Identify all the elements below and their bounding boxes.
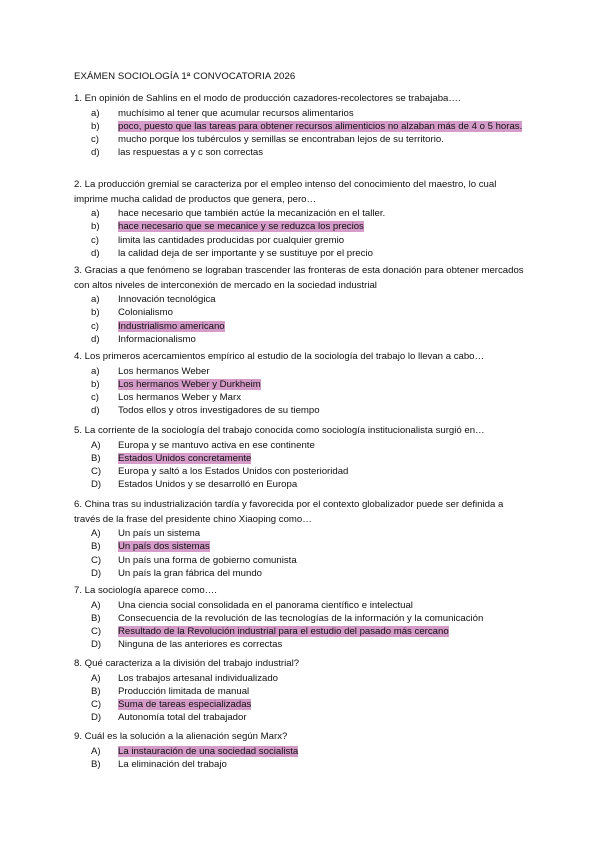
option-c-highlighted: c) Industrialismo americano bbox=[91, 320, 225, 332]
option-c-highlighted: C) Resultado de la Revolución industrial para el estudio del pasado más cercano bbox=[91, 626, 449, 638]
question-6 bbox=[74, 498, 530, 580]
question-text: 8. Qué caracteriza a la división del trabajo industrial? bbox=[74, 658, 300, 669]
question-text: 6. China tras su industrialización tardía y favorecida por el contexto globalizador puede ser definida a través de la frase del presidente chino Xiaoping como… bbox=[74, 499, 504, 525]
option-b-highlighted: b) poco, puesto que las tareas para obtener recursos alimenticios no alzaban más de 4 o 5 horas. bbox=[91, 120, 523, 132]
option-b: B) La eliminación del trabajo bbox=[91, 758, 227, 770]
option-a: a) Innovación tecnológica bbox=[91, 294, 216, 305]
option-d: d) la calidad deja de ser importante y se sustituye por el precio bbox=[91, 247, 373, 259]
option-c: c) mucho porque los tubérculos y semillas se encontraban lejos de su territorio. bbox=[91, 134, 444, 146]
question-text: 9. Cuál es la solución a la alienación según Marx? bbox=[74, 731, 288, 742]
option-d: D) Autonomía total del trabajador bbox=[91, 712, 247, 724]
option-d: D) Ninguna de las anteriores es correctas bbox=[91, 639, 283, 651]
option-b: b) Colonialismo bbox=[91, 307, 173, 319]
question-text: 7. La sociología aparece como…. bbox=[74, 585, 217, 596]
question-text: 4. Los primeros acercamientos empírico al estudio de la sociología del trabajo lo llevan a cabo… bbox=[74, 351, 485, 362]
option-d: D) Estados Unidos y se desarrolló en Europa bbox=[91, 479, 298, 491]
option-c: c) limita las cantidades producidas por cualquier gremio bbox=[91, 234, 345, 246]
question-1 bbox=[74, 92, 530, 160]
option-a: a) hace necesario que también actúe la mecanización en el taller. bbox=[91, 208, 386, 219]
question-3 bbox=[74, 264, 530, 346]
question-4 bbox=[74, 350, 530, 418]
question-7 bbox=[74, 584, 530, 652]
question-text: 5. La corriente de la sociología del trabajo conocida como sociología institucionalista surgió en… bbox=[74, 425, 485, 436]
question-text: 2. La producción gremial se caracteriza por el empleo intenso del conocimiento del maestro, lo cual imprime mucha calidad de productos que genera, pero… bbox=[74, 179, 497, 205]
option-b-highlighted: b) Los hermanos Weber y Durkheim bbox=[91, 378, 261, 390]
option-b: B) Consecuencia de la revolución de las tecnologías de la información y la comunicación bbox=[91, 612, 484, 624]
question-8 bbox=[74, 657, 530, 725]
exam-title: EXÁMEN SOCIOLOGÍA 1ª CONVOCATORIA 2026 bbox=[74, 71, 296, 82]
option-d: D) Un país la gran fábrica del mundo bbox=[91, 567, 262, 579]
option-d: d) las respuestas a y c son correctas bbox=[91, 147, 264, 159]
option-b: B) Producción limitada de manual bbox=[91, 685, 250, 697]
question-9 bbox=[74, 730, 530, 771]
option-c: C) Europa y saltó a los Estados Unidos con posterioridad bbox=[91, 466, 349, 478]
option-a: A) Una ciencia social consolidada en el panorama científico e intelectual bbox=[91, 599, 413, 611]
option-b-highlighted: B) Estados Unidos concretamente bbox=[91, 452, 252, 464]
option-d: d) Todos ellos y otros investigadores de su tiempo bbox=[91, 405, 320, 417]
question-5 bbox=[74, 424, 530, 492]
option-b-highlighted: b) hace necesario que se mecanice y se reduzca los precios bbox=[91, 221, 364, 233]
option-a-highlighted: A) La instauración de una sociedad socialista bbox=[91, 745, 299, 757]
option-a: A) Un país un sistema bbox=[91, 528, 201, 539]
option-b-highlighted: B) Un país dos sistemas bbox=[91, 541, 210, 553]
option-c-highlighted: C) Suma de tareas especializadas bbox=[91, 699, 252, 711]
question-2 bbox=[74, 178, 530, 260]
option-a: a) muchísimo al tener que acumular recursos alimentarios bbox=[91, 107, 354, 119]
option-a: a) Los hermanos Weber bbox=[91, 365, 210, 377]
question-text: 1. En opinión de Sahlins en el modo de producción cazadores-recolectores se trabajaba…. bbox=[74, 93, 461, 104]
question-text: 3. Gracias a que fenómeno se lograban trascender las fronteras de esta donación para obtener mercados con altos niveles de interconexión de mercado en la sociedad industrial bbox=[74, 265, 524, 291]
option-a: A) Europa y se mantuvo activa en ese continente bbox=[91, 439, 315, 451]
option-a: A) Los trabajos artesanal individualizado bbox=[91, 672, 278, 684]
option-c: c) Los hermanos Weber y Marx bbox=[91, 392, 241, 404]
option-c: C) Un país una forma de gobierno comunista bbox=[91, 554, 297, 566]
option-d: d) Informacionalismo bbox=[91, 333, 196, 345]
